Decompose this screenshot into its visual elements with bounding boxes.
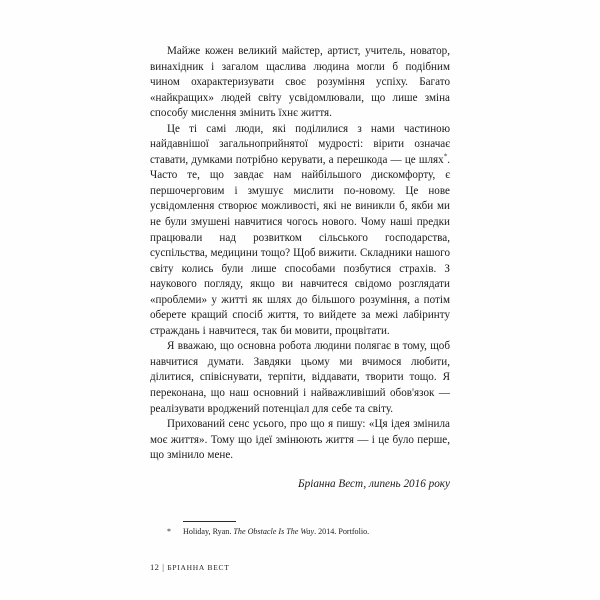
paragraph-3: Я вважаю, що основна робота людини полягає в тому, щоб навчитися думати. Завдяки цьому ми вчимося любити, ділитися, співіснувати, терпіти, віддавати, творити тощо. Я переконана, що наш основний і найважливіший обов'язок — реалізувати вроджений потенціал для себе та світу. [150, 340, 450, 415]
footnote-publication-info: . 2014. Portfolio. [314, 527, 370, 536]
paragraph-2-lead: Це ті самі люди, які поділилися з нами частиною найдавнішої загальноприйнятої мудрості: вірити означає ставати, думками потрібно керувати, а перешкода — це шлях [150, 122, 450, 166]
footer-separator: | [162, 563, 165, 572]
footer-author-name: БРІАННА ВЕСТ [167, 563, 230, 572]
footnote-entry [167, 526, 450, 537]
footnote-zone [167, 521, 450, 537]
body-text-block [150, 44, 450, 492]
footnote-marker: * [167, 527, 171, 536]
page-footer [150, 562, 230, 572]
page-number: 12 [150, 562, 160, 572]
footnote-text [183, 526, 450, 537]
paragraph-2-rest: . Часто те, що завдає нам найбільшого дискомфорту, є першочерговим і змушує мислити по-новому. Це нове усвідомлення створює можливості, які не виникли б, якби ми не були змушені навчитися чогось нового. Чому наші предки працювали над розвитком сільського господарства, суспільства, медицини тощо? Щоб вижити. Складники нашого світу колись були лише способами позбутися страхів. З наукового погляду, якщо ви навчитеся свідомо розглядати «проблеми» у житті як шлях до більшого розуміння, а потім оберете кращий спосіб життя, то вийдете за межі лабіринту страждань і навчитеся, так би мовити, процвітати. [150, 153, 450, 337]
footnote-work-title: The Obstacle Is The Way [233, 527, 315, 536]
paragraph-1: Майже кожен великий майстер, артист, учитель, новатор, винахідник і загалом щаслива людина могли б подібним чином охарактеризувати своє розуміння успіху. Багато «найкращих» людей світу усвідомлювали, що лише зміна способу мислення змінить їхнє життя. [150, 45, 450, 120]
author-attribution: Бріанна Вест, липень 2016 року [298, 477, 450, 490]
paragraph-4: Прихований сенс усього, про що я пишу: «Ця ідея змінила моє життя». Тому що ідеї змінюють життя — і це було перше, що змінило мене. [150, 418, 450, 462]
footnote-author: Holiday, Ryan. [183, 527, 232, 536]
paragraph-2 [150, 122, 450, 340]
footnote-reference-marker[interactable]: * [443, 152, 448, 161]
footnote-separator-rule [183, 521, 236, 522]
